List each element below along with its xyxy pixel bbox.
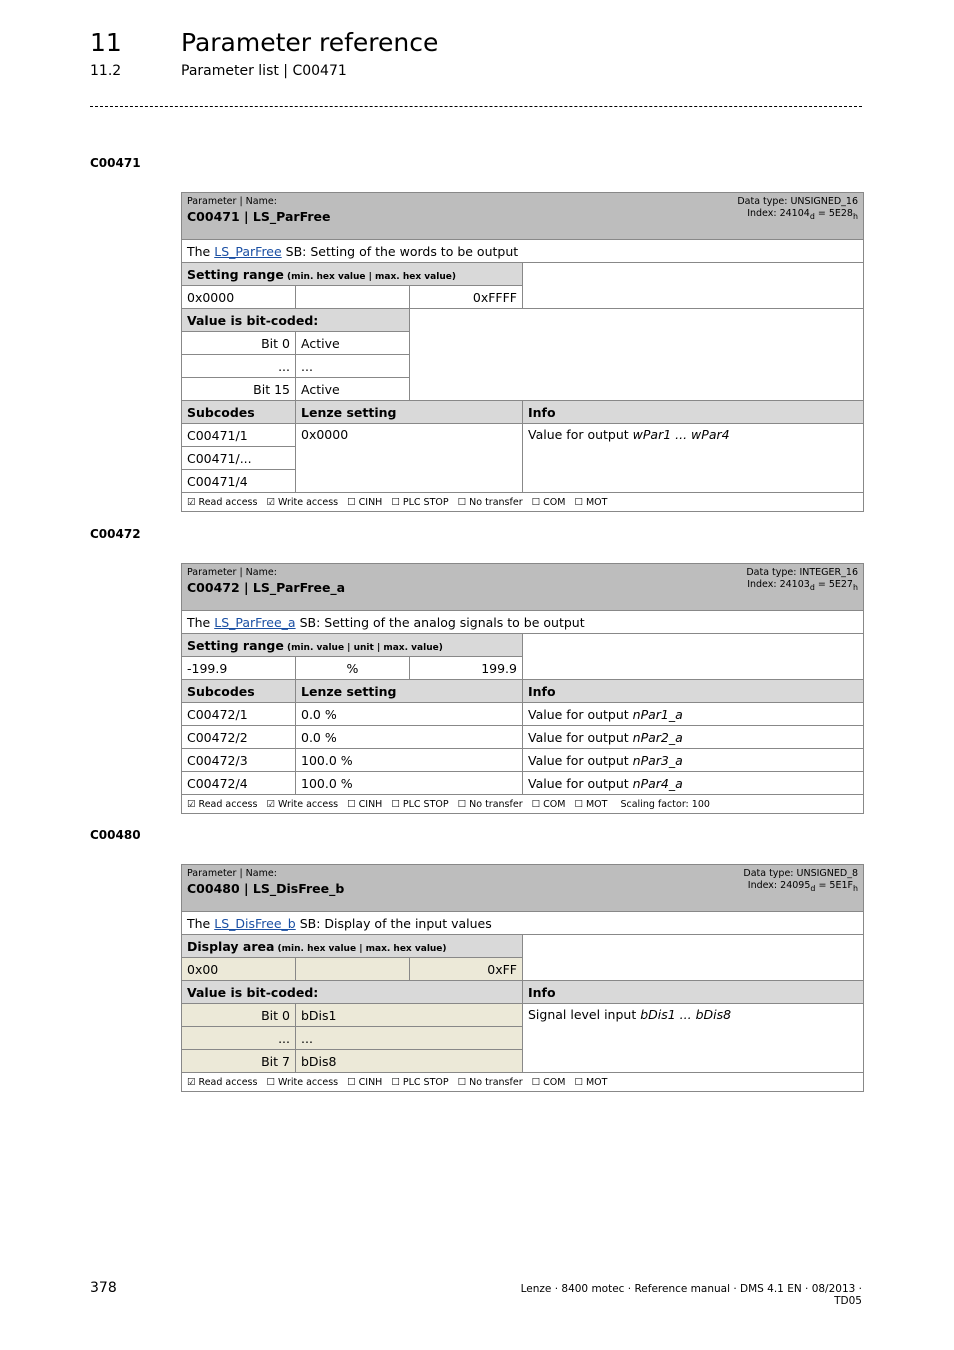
- bit-value: ...: [296, 1027, 523, 1050]
- lenze-setting: 0x0000: [296, 424, 523, 493]
- data-type: Data type: INTEGER_16: [746, 567, 858, 578]
- param-index: Index: $24104_d = 5E28_h$: [747, 208, 858, 221]
- bit-coded-label: Value is bit-coded:: [182, 981, 523, 1004]
- col-lenze-setting: Lenze setting: [296, 680, 523, 703]
- plc-stop-flag: ☐ PLC STOP: [391, 496, 449, 508]
- param-header: [182, 564, 864, 611]
- table-row: [182, 749, 864, 772]
- bit-coded-label: Value is bit-coded:: [182, 309, 410, 332]
- access-flags: [182, 1073, 864, 1092]
- cinh-flag: ☐ CINH: [347, 798, 383, 810]
- col-subcodes: Subcodes: [182, 401, 296, 424]
- ls-parfree-link[interactable]: LS_ParFree: [214, 243, 282, 259]
- no-transfer-flag: ☐ No transfer: [457, 798, 523, 810]
- com-flag: ☐ COM: [531, 1076, 566, 1088]
- param-label: Parameter | Name:: [187, 196, 277, 207]
- param-index: Index: $24095_d = 5E1F_h$: [747, 880, 858, 893]
- bit-value: ...: [296, 355, 410, 378]
- param-name: C00471 | LS_ParFree: [187, 209, 331, 224]
- range-unit: %: [296, 657, 410, 680]
- c00472-table: [181, 563, 864, 814]
- chapter-title: Parameter reference: [181, 28, 439, 57]
- empty-cell: [523, 263, 864, 309]
- table-row: [182, 726, 864, 749]
- bit-value: Active: [296, 332, 410, 355]
- col-info: Info: [523, 680, 864, 703]
- param-label: Parameter | Name:: [187, 868, 277, 879]
- param-name: C00472 | LS_ParFree_a: [187, 580, 346, 595]
- bit-value: bDis8: [296, 1050, 523, 1073]
- range-unit: [296, 286, 410, 309]
- bit-label: ...: [182, 1027, 296, 1050]
- param-index: Index: $24103_d = 5E27_h$: [747, 579, 858, 592]
- lenze-setting: 0.0 %: [296, 726, 523, 749]
- read-access-flag: ☑ Read access: [187, 798, 258, 810]
- document-footer: Lenze · 8400 motec · Reference manual · DMS 4.1 EN · 08/2013 · TD05: [520, 1283, 862, 1307]
- range-min: 0x00: [182, 958, 296, 981]
- data-type: Data type: UNSIGNED_16: [737, 196, 858, 207]
- com-flag: ☐ COM: [531, 496, 566, 508]
- info-text: Value for output nPar2_a: [523, 726, 864, 749]
- c00480-heading: C00480: [90, 828, 141, 842]
- range-max: 0xFF: [410, 958, 523, 981]
- mot-flag: ☐ MOT: [574, 798, 608, 810]
- header-divider: [90, 106, 862, 107]
- section-number: 11.2: [90, 63, 122, 79]
- setting-range-label: Setting range (min. hex value | max. hex value): [182, 263, 523, 286]
- info-text: Value for output nPar3_a: [523, 749, 864, 772]
- write-access-flag: ☑ Write access: [266, 496, 339, 508]
- setting-range-label: Setting range (min. value | unit | max. value): [182, 634, 523, 657]
- col-info: Info: [523, 401, 864, 424]
- no-transfer-flag: ☐ No transfer: [457, 1076, 523, 1088]
- mot-flag: ☐ MOT: [574, 1076, 608, 1088]
- col-subcodes: Subcodes: [182, 680, 296, 703]
- empty-cell: [523, 935, 864, 981]
- param-header: [182, 193, 864, 240]
- subcode: C00472/1: [182, 703, 296, 726]
- info-text: Signal level input bDis1 ... bDis8: [523, 1004, 864, 1073]
- range-unit: [296, 958, 410, 981]
- subcode: C00471/1: [182, 424, 296, 447]
- c00471-heading: C00471: [90, 156, 141, 170]
- empty-cell: [523, 634, 864, 680]
- subcode: C00472/2: [182, 726, 296, 749]
- cinh-flag: ☐ CINH: [347, 1076, 383, 1088]
- info-text: Value for output wPar1 ... wPar4: [523, 424, 864, 493]
- table-row: [182, 772, 864, 795]
- info-text: Value for output nPar4_a: [523, 772, 864, 795]
- empty-cell: [410, 309, 864, 401]
- bit-value: bDis1: [296, 1004, 523, 1027]
- write-access-flag: ☐ Write access: [266, 1076, 339, 1088]
- display-area-label: Display area (min. hex value | max. hex value): [182, 935, 523, 958]
- c00471-table: [181, 192, 864, 512]
- mot-flag: ☐ MOT: [574, 496, 608, 508]
- param-description: The LS_DisFree_b SB: Display of the input values: [182, 912, 864, 935]
- read-access-flag: ☑ Read access: [187, 496, 258, 508]
- bit-label: ...: [182, 355, 296, 378]
- table-row: [182, 703, 864, 726]
- param-description: The LS_ParFree_a SB: Setting of the analog signals to be output: [182, 611, 864, 634]
- range-min: -199.9: [182, 657, 296, 680]
- col-info: Info: [523, 981, 864, 1004]
- data-type: Data type: UNSIGNED_8: [743, 868, 858, 879]
- com-flag: ☐ COM: [531, 798, 566, 810]
- col-lenze-setting: Lenze setting: [296, 401, 523, 424]
- access-flags: [182, 493, 864, 512]
- range-max: 199.9: [410, 657, 523, 680]
- subcode: C00471/...: [182, 447, 296, 470]
- param-header: [182, 865, 864, 912]
- plc-stop-flag: ☐ PLC STOP: [391, 798, 449, 810]
- subcode: C00472/3: [182, 749, 296, 772]
- plc-stop-flag: ☐ PLC STOP: [391, 1076, 449, 1088]
- c00472-heading: C00472: [90, 527, 141, 541]
- ls-disfree-b-link[interactable]: LS_DisFree_b: [214, 915, 296, 931]
- param-name: C00480 | LS_DisFree_b: [187, 881, 345, 896]
- cinh-flag: ☐ CINH: [347, 496, 383, 508]
- lenze-setting: 100.0 %: [296, 749, 523, 772]
- access-flags: [182, 795, 864, 814]
- bit-label: Bit 0: [182, 332, 296, 355]
- section-title: Parameter list | C00471: [181, 63, 347, 79]
- bit-label: Bit 15: [182, 378, 296, 401]
- no-transfer-flag: ☐ No transfer: [457, 496, 523, 508]
- scaling-factor: Scaling factor: 100: [620, 798, 710, 810]
- subcode: C00472/4: [182, 772, 296, 795]
- lenze-setting: 100.0 %: [296, 772, 523, 795]
- range-min: 0x0000: [182, 286, 296, 309]
- c00480-table: [181, 864, 864, 1092]
- read-access-flag: ☑ Read access: [187, 1076, 258, 1088]
- param-description: The LS_ParFree SB: Setting of the words to be output: [182, 240, 864, 263]
- range-max: 0xFFFF: [410, 286, 523, 309]
- ls-parfree-a-link[interactable]: LS_ParFree_a: [214, 614, 296, 630]
- subcode: C00471/4: [182, 470, 296, 493]
- param-label: Parameter | Name:: [187, 567, 277, 578]
- lenze-setting: 0.0 %: [296, 703, 523, 726]
- page-number: 378: [90, 1280, 117, 1296]
- bit-value: Active: [296, 378, 410, 401]
- write-access-flag: ☑ Write access: [266, 798, 339, 810]
- chapter-number: 11: [90, 28, 122, 57]
- bit-label: Bit 7: [182, 1050, 296, 1073]
- info-text: Value for output nPar1_a: [523, 703, 864, 726]
- bit-label: Bit 0: [182, 1004, 296, 1027]
